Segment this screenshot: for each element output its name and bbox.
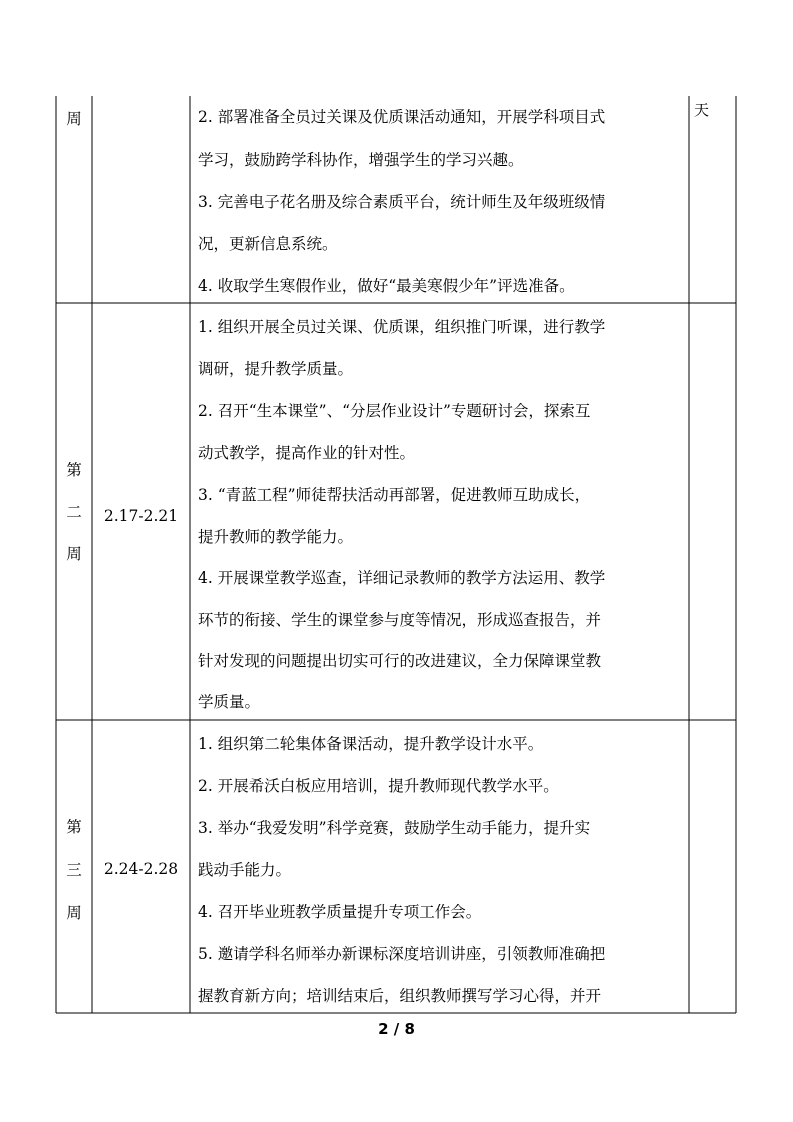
content-line: 调研，提升教学质量。 xyxy=(198,360,354,378)
content-line: 况，更新信息系统。 xyxy=(198,235,338,253)
content-line: 4. 召开毕业班教学质量提升专项工作会。 xyxy=(198,903,482,921)
content-line: 3. 完善电子花名册及综合素质平台，统计师生及年级班级情 xyxy=(198,193,606,211)
week-label-row3 xyxy=(56,815,92,944)
content-line: 2. 部署准备全员过关课及优质课活动通知，开展学科项目式 xyxy=(198,108,606,126)
content-line: 握教育新方向；培训结束后，组织教师撰写学习心得，并开 xyxy=(198,987,602,1005)
content-line: 4. 开展课堂教学巡查，详细记录教师的教学方法运用、教学 xyxy=(198,569,606,587)
content-line: 1. 组织第二轮集体备课活动，提升教学设计水平。 xyxy=(198,735,544,753)
week-char: 二 xyxy=(66,503,82,521)
week-char: 第 xyxy=(66,461,82,479)
content-line: 4. 收取学生寒假作业，做好“最美寒假少年”评选准备。 xyxy=(198,277,575,295)
page-number: 2 / 8 xyxy=(378,1020,415,1038)
week-label-row1 xyxy=(56,107,92,129)
content-line: 提升教师的教学能力。 xyxy=(198,528,354,546)
content-line: 环节的衔接、学生的课堂参与度等情况，形成巡查报告，并 xyxy=(198,611,602,629)
week-char: 周 xyxy=(66,110,82,128)
content-line: 学习，鼓励跨学科协作，增强学生的学习兴趣。 xyxy=(198,151,524,169)
content-line: 3. 举办“我爱发明”科学竞赛，鼓励学生动手能力，提升实 xyxy=(198,819,591,837)
content-line: 2. 召开“生本课堂”、“分层作业设计”专题研讨会，探索互 xyxy=(198,402,591,420)
content-line: 2. 开展希沃白板应用培训，提升教师现代教学水平。 xyxy=(198,777,559,795)
remark-row1: 天 xyxy=(694,101,710,119)
content-line: 动式教学，提高作业的针对性。 xyxy=(198,444,416,462)
date-range-row3: 2.24-2.28 xyxy=(103,860,179,878)
week-char: 第 xyxy=(66,818,82,836)
week-char: 三 xyxy=(66,861,82,879)
week-label-row2 xyxy=(56,458,92,584)
week-char: 周 xyxy=(66,545,82,563)
content-line: 5. 邀请学科名师举办新课标深度培训讲座，引领教师准确把 xyxy=(198,945,606,963)
date-range-row2: 2.17-2.21 xyxy=(103,507,179,525)
content-line: 学质量。 xyxy=(198,693,261,711)
week-char: 周 xyxy=(66,904,82,922)
content-line: 1. 组织开展全员过关课、优质课，组织推门听课，进行教学 xyxy=(198,318,606,336)
content-line: 针对发现的问题提出切实可行的改进建议，全力保障课堂教 xyxy=(198,652,602,670)
content-line: 践动手能力。 xyxy=(198,861,292,879)
content-line: 3. “青蓝工程”师徒帮扶活动再部署，促进教师互助成长， xyxy=(198,486,591,504)
